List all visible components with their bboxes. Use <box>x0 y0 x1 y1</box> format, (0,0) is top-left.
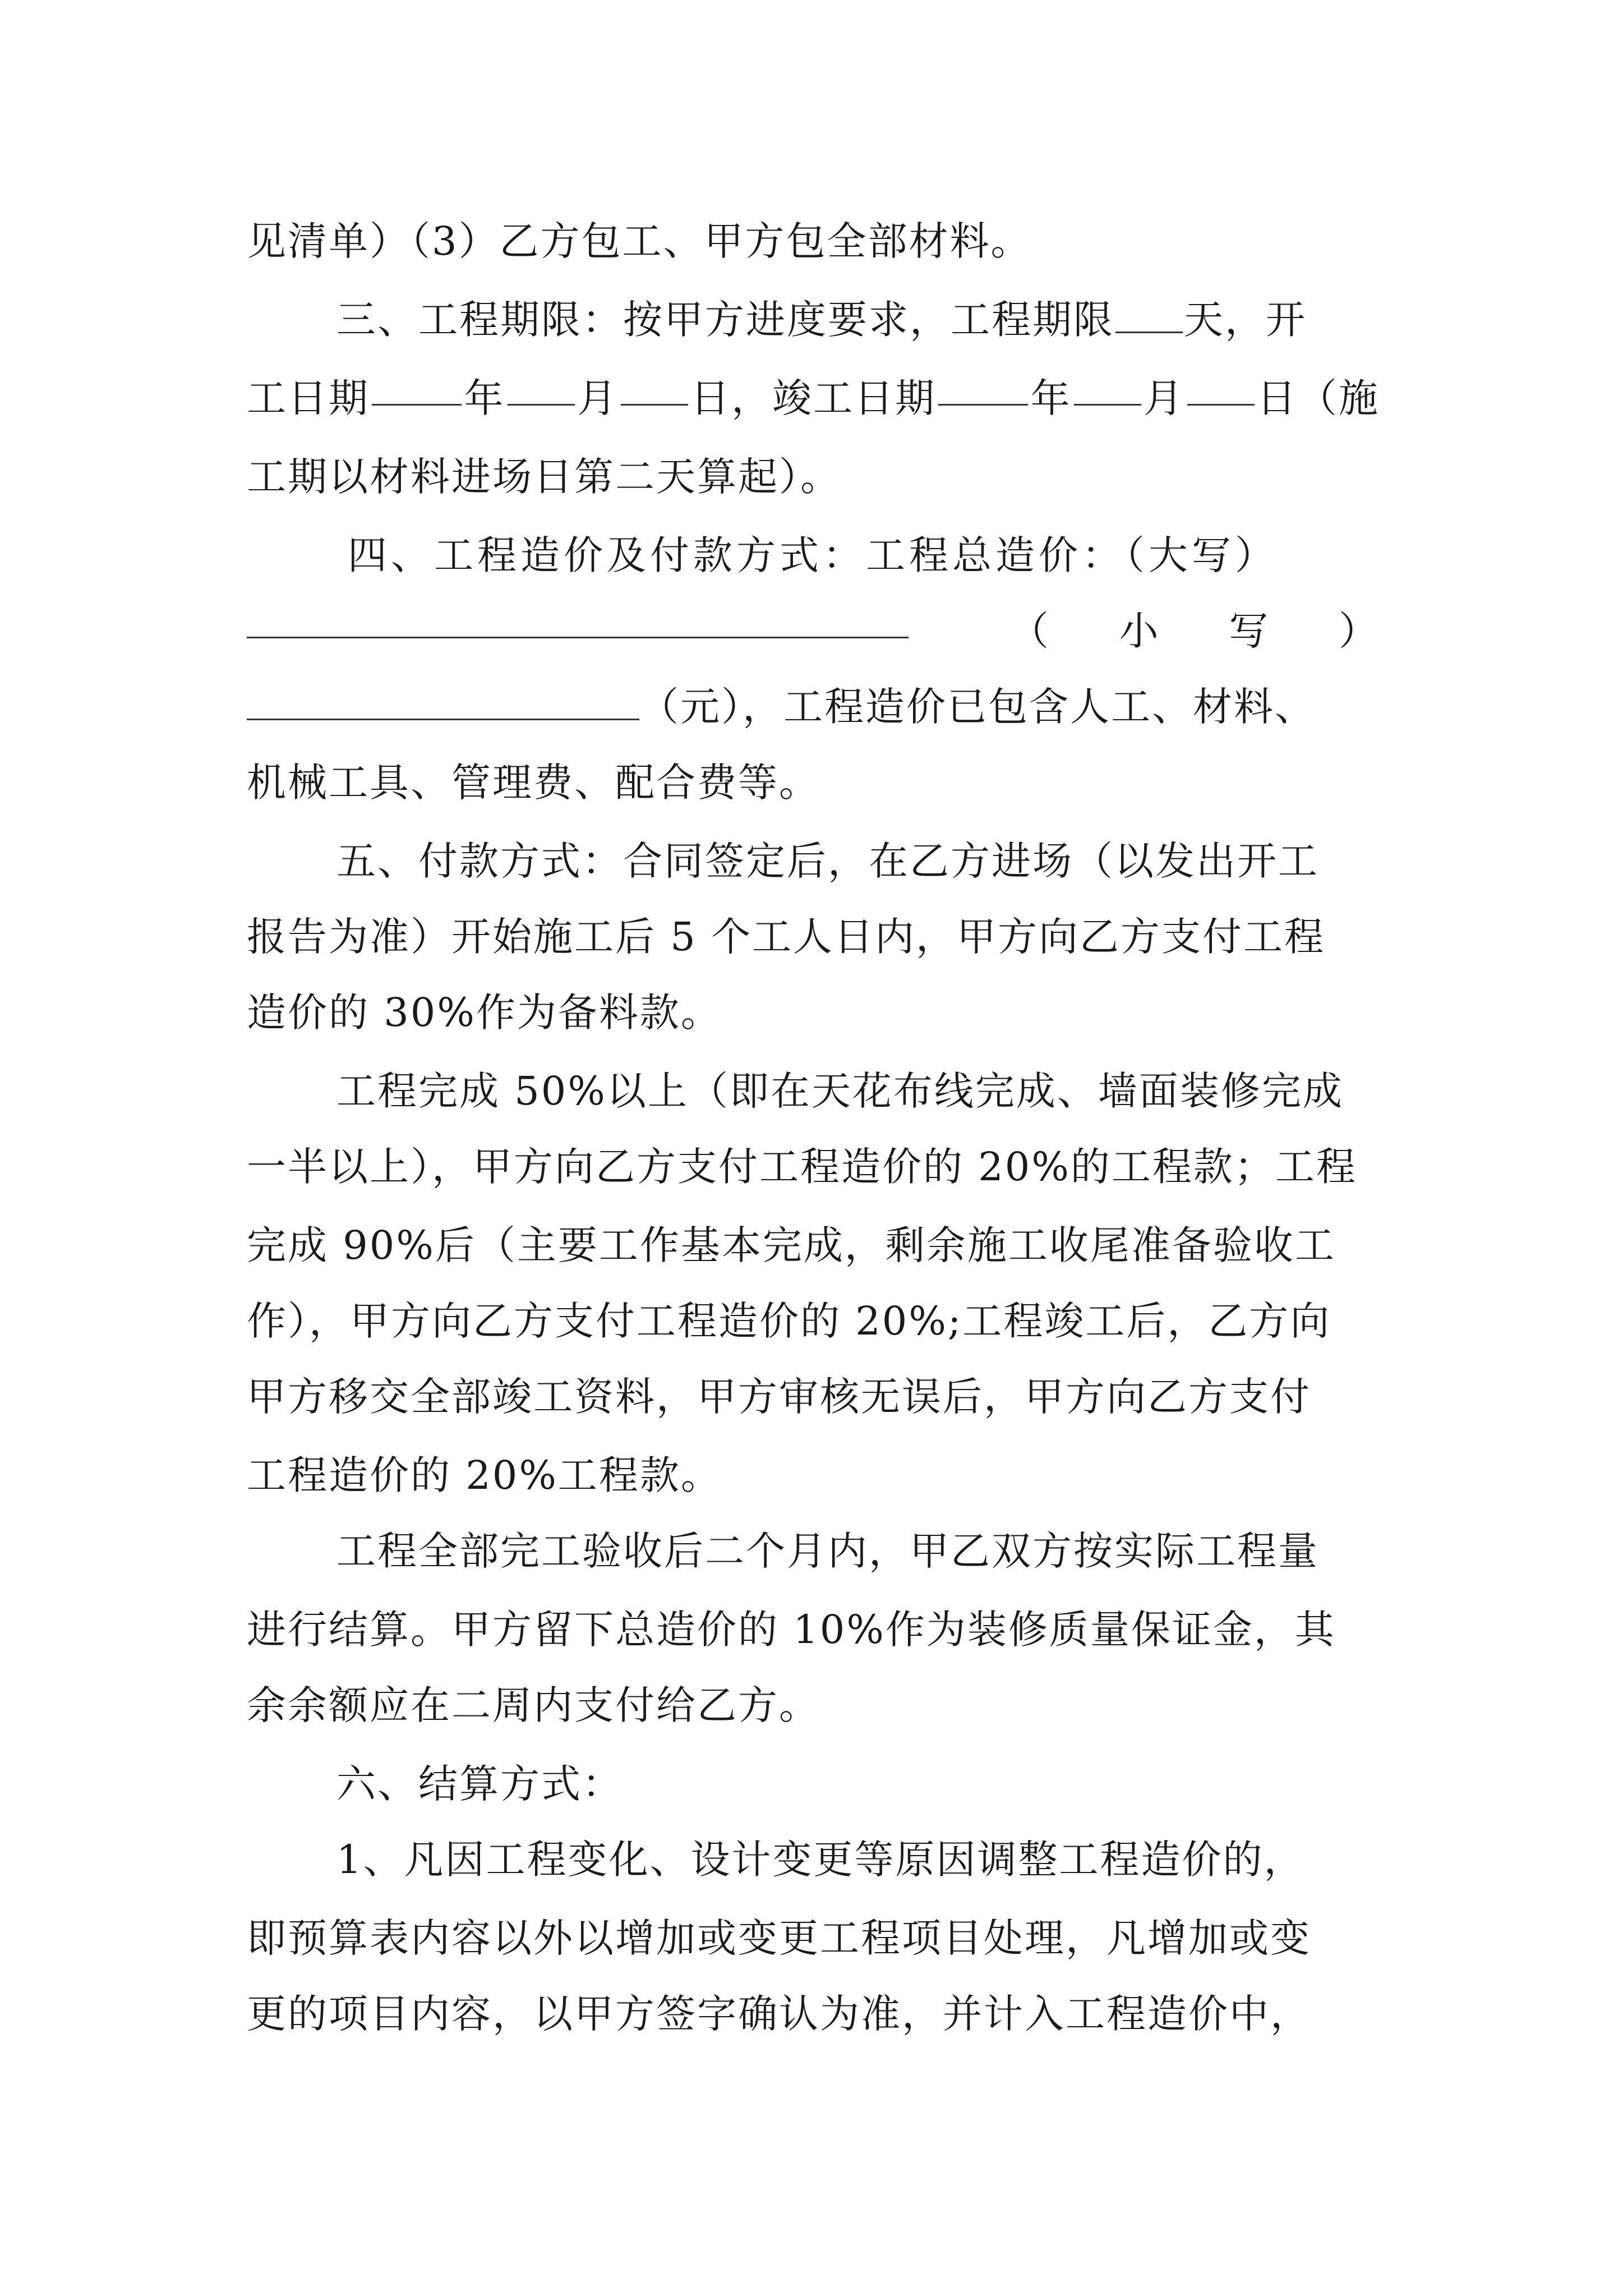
lowercase-label: （ 小 写 ） <box>1009 608 1380 654</box>
text-line: 即预算表内容以外以增加或变更工程项目处理，凡增加或变 <box>247 1915 1311 1961</box>
blank-amount-words[interactable] <box>247 597 909 638</box>
text-line: 1、凡因工程变化、设计变更等原因调整工程造价的， <box>336 1837 1305 1883</box>
blank-amount-digits[interactable] <box>247 679 639 720</box>
dates-line: 工日期 年 月 日，竣工日期 年 月 日（施 <box>247 365 1380 432</box>
text-line: 工期以材料进场日第二天算起）。 <box>247 454 841 500</box>
text-line: 机械工具、管理费、配合费等。 <box>247 760 820 806</box>
blank-end-day[interactable] <box>1187 365 1255 406</box>
text-line: 更的项目内容，以甲方签字确认为准，并计入工程造价中， <box>247 1991 1311 2037</box>
section-six-heading: 六、结算方式： <box>336 1761 623 1807</box>
blank-days[interactable] <box>1115 292 1183 333</box>
text-line: 进行结算。甲方留下总造价的 10%作为装修质量保证金，其 <box>247 1607 1336 1653</box>
text-line: 工程全部完工验收后二个月内，甲乙双方按实际工程量 <box>336 1528 1319 1574</box>
text-line: 见清单）（3）乙方包工、甲方包全部材料。 <box>247 218 1032 264</box>
text-line: 工程完成 50%以上（即在天花布线完成、墙面装修完成 <box>336 1068 1344 1114</box>
amount-digits-line: （元），工程造价已包含人工、材料、 <box>247 673 1380 740</box>
text-line: 造价的 30%作为备料款。 <box>247 990 722 1036</box>
blank-start-day[interactable] <box>621 365 688 406</box>
text-line: 工程造价的 20%工程款。 <box>247 1452 722 1498</box>
text-line: 完成 90%后（主要工作基本完成，剩余施工收尾准备验收工 <box>247 1222 1336 1268</box>
blank-start-year[interactable] <box>372 365 462 406</box>
text-line: 一半以上），甲方向乙方支付工程造价的 20%的工程款；工程 <box>247 1144 1357 1190</box>
blank-end-month[interactable] <box>1074 365 1141 406</box>
text-line: 报告为准）开始施工后 5 个工人日内，甲方向乙方支付工程 <box>247 914 1326 960</box>
text-line: 甲方移交全部竣工资料，甲方审核无误后，甲方向乙方支付 <box>247 1374 1311 1420</box>
section-four-line: 四、工程造价及付款方式：工程总造价：（大写） <box>348 532 1278 578</box>
section-five-line: 五、付款方式：合同签定后，在乙方进场（以发出开工 <box>336 838 1319 884</box>
blank-start-month[interactable] <box>508 365 575 406</box>
blank-end-year[interactable] <box>938 365 1028 406</box>
section-three-line: 三、工程期限：按甲方进度要求，工程期限 天，开 <box>336 286 1380 353</box>
text-line: 作），甲方向乙方支付工程造价的 20%;工程竣工后，乙方向 <box>247 1298 1331 1344</box>
amount-words-line <box>247 597 1380 665</box>
text-line: 余余额应在二周内支付给乙方。 <box>247 1682 820 1728</box>
